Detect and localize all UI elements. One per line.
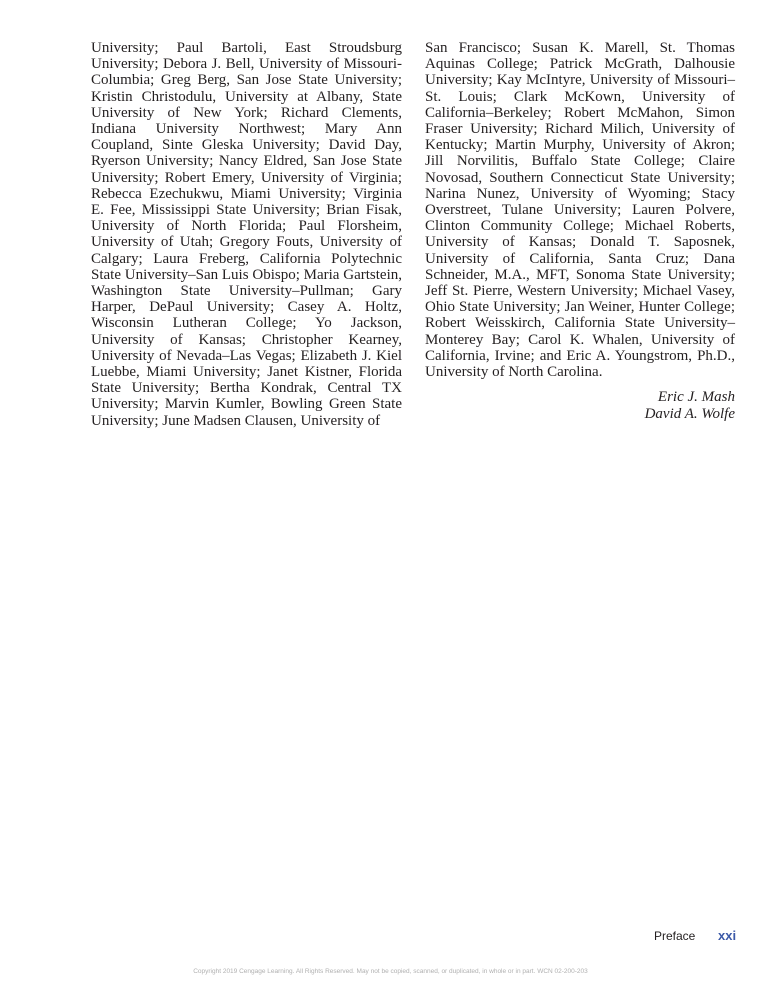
author-signatures: [425, 389, 735, 422]
author-name-1: Eric J. Mash: [657, 389, 735, 406]
footer-section-label: Preface: [654, 929, 696, 943]
right-column-paragraph: San Francisco; Susan K. Marell, St. Thomas Aquinas College; Patrick McGrath, Dalhousie University; Kay McIntyre, University of Missouri–St. Louis; Clark McKown, University of California–Berkeley; Robert McMahon, Simon Fraser University; Richard Milich, University of Kentucky; Martin Murphy, University of Akron; Jill Norvilitis, Buffalo State College; Claire Novosad, Southern Connecticut State University; Narina Nunez, University of Wyoming; Stacy Overstreet, Tulane University; Lauren Polvere, Clinton Community College; Michael Roberts, University of Kansas; Donald T. Saposnek, University of California, Santa Cruz; Dana Schneider, M.A., MFT, Sonoma State University; Jeff St. Pierre, Western University; Michael Vasey, Ohio State University; Jan Weiner, Hunter College; Robert Weisskirch, California State University–Monterey Bay; Carol K. Whalen, University of California, Irvine; and Eric A. Youngstrom, Ph.D., University of North Carolina.: [425, 40, 735, 381]
left-column-paragraph: University; Paul Bartoli, East Stroudsburg University; Debora J. Bell, University of Missouri-Columbia; Greg Berg, San Jose State University; Kristin Christodulu, University at Albany, State University of New York; Richard Clements, Indiana University Northwest; Mary Ann Coupland, Sinte Gleska University; David Day, Ryerson University; Nancy Eldred, San Jose State University; Robert Emery, University of Virginia; Rebecca Ezechukwu, Miami University; Virginia E. Fee, Mississippi State University; Brian Fisak, University of North Florida; Paul Florsheim, University of Utah; Gregory Fouts, University of Calgary; Laura Freberg, California Polytechnic State University–San Luis Obispo; Maria Gartstein, Washington State University–Pullman; Gary Harper, DePaul University; Casey A. Holtz, Wisconsin Lutheran College; Yo Jackson, University of Kansas; Christopher Kearney, University of Nevada–Las Vegas; Elizabeth J. Kiel Luebbe, Miami University; Janet Kistner, Florida State University; Bertha Kondrak, Central TX University; Marvin Kumler, Bowling Green State University; June Madsen Clausen, University of: [91, 40, 402, 429]
right-text-column: [425, 40, 735, 422]
author-name-2: David A. Wolfe: [644, 405, 735, 422]
copyright-notice: Copyright 2019 Cengage Learning. All Rights Reserved. May not be copied, scanned, or duplicated, in whole or in part. WCN 02-200-203: [193, 968, 588, 975]
left-text-column: [91, 40, 402, 429]
page-number: xxi: [718, 928, 737, 943]
